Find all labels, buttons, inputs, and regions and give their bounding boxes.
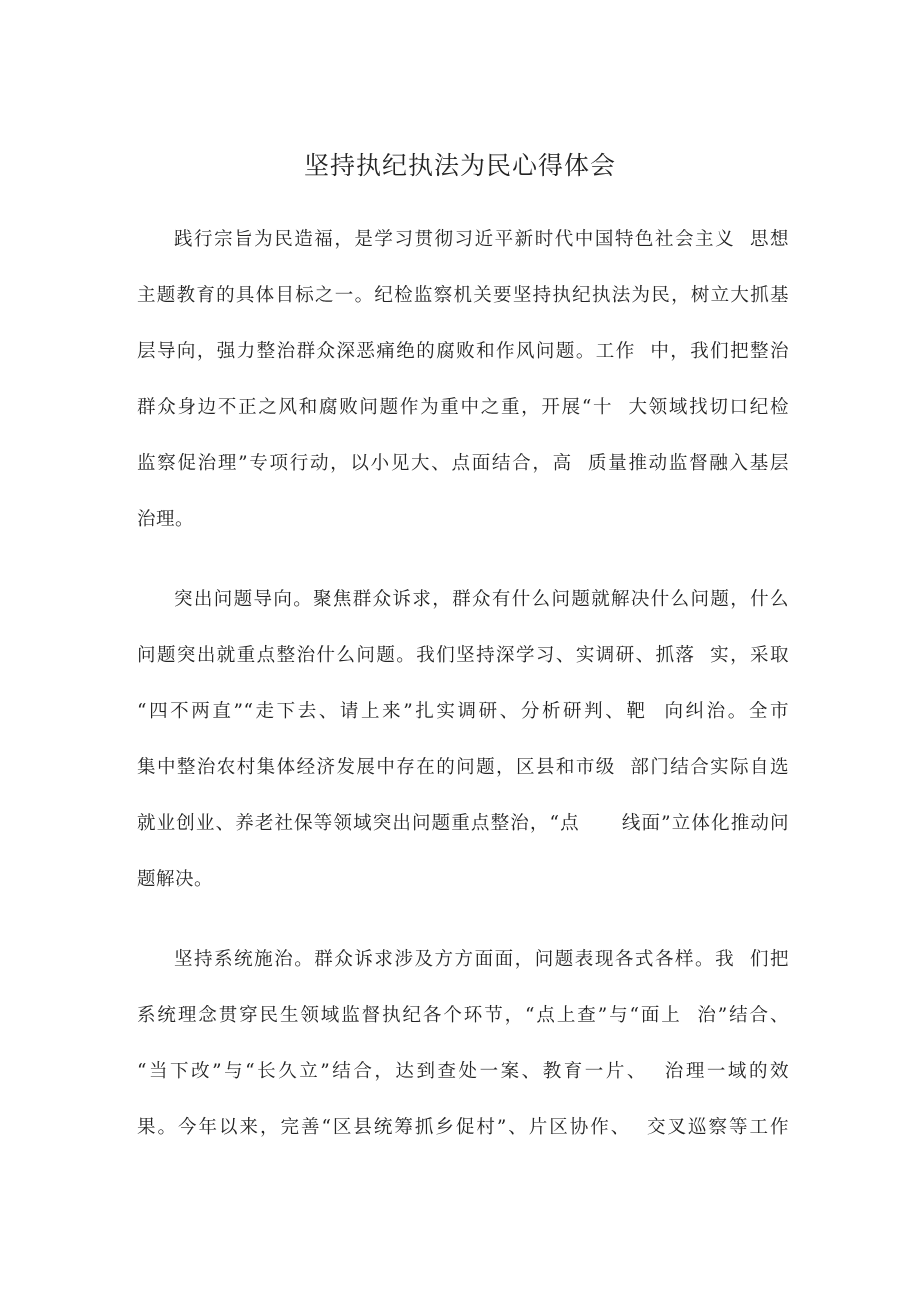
- paragraph-line: 层导向，强力整治群众深恶痛绝的腐败和作风问题。工作 中，我们把整治: [137, 341, 789, 362]
- paragraph-line: 坚持系统施治。群众诉求涉及方方面面，问题表现各式各样。我 们把: [174, 949, 789, 970]
- paragraph-line: 监察促治理”专项行动，以小见大、点面结合，高 质量推动监督融入基层: [137, 453, 789, 474]
- paragraph-line: 系统理念贯穿民生领域监督执纪各个环节，“点上查”与“面上 治”结合、: [137, 1005, 789, 1026]
- paragraph-line: 果。今年以来，完善“区县统筹抓乡促村”、片区协作、 交叉巡察等工作: [137, 1117, 789, 1138]
- paragraph-line: 群众身边不正之风和腐败问题作为重中之重，开展“十 大领域找切口纪检: [137, 397, 789, 418]
- paragraph-line: 践行宗旨为民造福，是学习贯彻习近平新时代中国特色社会主义 思想: [174, 229, 789, 250]
- paragraph-line: 题解决。: [137, 869, 214, 890]
- paragraph-3: [137, 932, 789, 1156]
- paragraph-2: [137, 572, 789, 908]
- paragraph-line: 就业创业、养老社保等领域突出问题重点整治，“点 线面”立体化推动问: [137, 813, 789, 834]
- paragraph-line: 集中整治农村集体经济发展中存在的问题，区县和市级 部门结合实际自选: [137, 757, 789, 778]
- paragraph-line: “当下改”与“长久立”结合，达到查处一案、教育一片、 治理一域的效: [137, 1061, 789, 1082]
- paragraph-1: [137, 212, 789, 548]
- paragraph-line: 主题教育的具体目标之一。纪检监察机关要坚持执纪执法为民，树立大抓基: [137, 285, 789, 306]
- document-title: 坚持执纪执法为民心得体会: [303, 151, 616, 180]
- paragraph-line: 问题突出就重点整治什么问题。我们坚持深学习、实调研、抓落 实，采取: [137, 645, 789, 666]
- paragraph-line: 治理。: [137, 509, 195, 530]
- paragraph-line: “四不两直”“走下去、请上来”扎实调研、分析研判、靶 向纠治。全市: [137, 701, 789, 722]
- paragraph-line: 突出问题导向。聚焦群众诉求，群众有什么问题就解决什么问题，什么: [174, 589, 789, 610]
